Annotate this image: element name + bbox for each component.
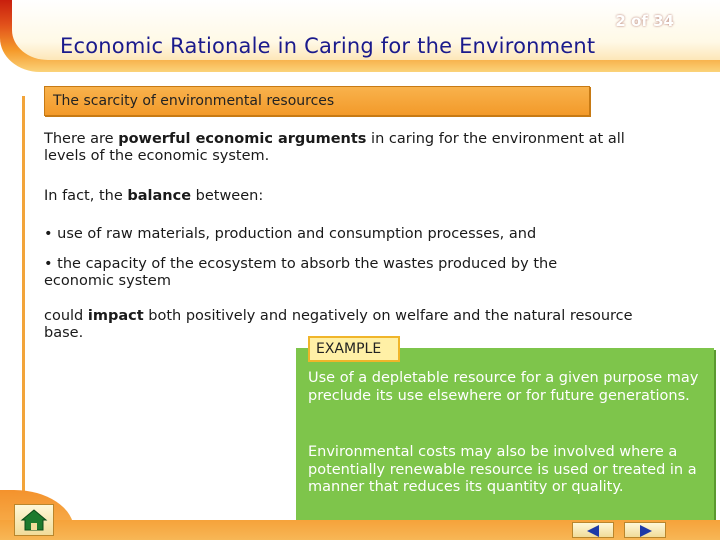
paragraph-impact-post: both positively and negatively on welfare and the natural resource base. (44, 308, 633, 341)
bullet-ecosystem-capacity: • the capacity of the ecosystem to absorb the wastes produced by the economic system (44, 256, 558, 289)
page-counter: 2 of 34 (615, 12, 674, 30)
paragraph-impact-pre: could (44, 308, 88, 324)
paragraph-balance-post: between: (191, 188, 264, 204)
arrow-left-icon (587, 525, 599, 537)
paragraph-balance-bold: balance (127, 188, 192, 204)
paragraph-balance (44, 188, 654, 205)
paragraph-impact-bold: impact (87, 308, 144, 324)
example-text-environmental-costs: Environmental costs may also be involved where a potentially renewable resource is used or treated in a manner that reduces its quantity or quality. (308, 444, 697, 495)
left-margin-rule (22, 96, 25, 496)
next-slide-button[interactable] (624, 522, 666, 538)
previous-slide-button[interactable] (572, 522, 614, 538)
home-icon (15, 505, 53, 535)
slide-title: Economic Rationale in Caring for the Environment (60, 34, 596, 58)
paragraph-intro-post: in caring for the environment at all levels of the economic system. (44, 131, 625, 164)
paragraph-intro-pre: There are (44, 131, 119, 147)
arrow-right-icon (640, 525, 652, 537)
section-heading-box (44, 86, 590, 116)
paragraph-balance-pre: In fact, the (44, 188, 128, 204)
header-banner (0, 0, 720, 72)
bullet-raw-materials: • use of raw materials, production and consumption processes, and (44, 226, 537, 242)
example-tag (308, 336, 400, 362)
example-box (296, 348, 714, 526)
paragraph-intro (44, 131, 654, 165)
home-button[interactable] (14, 504, 54, 536)
example-tag-label: EXAMPLE (316, 341, 382, 357)
section-heading: The scarcity of environmental resources (53, 93, 335, 109)
paragraph-intro-bold: powerful economic arguments (118, 131, 367, 147)
example-text-depletable: Use of a depletable resource for a given purpose may preclude its use elsewhere or for future generations. (308, 370, 699, 404)
